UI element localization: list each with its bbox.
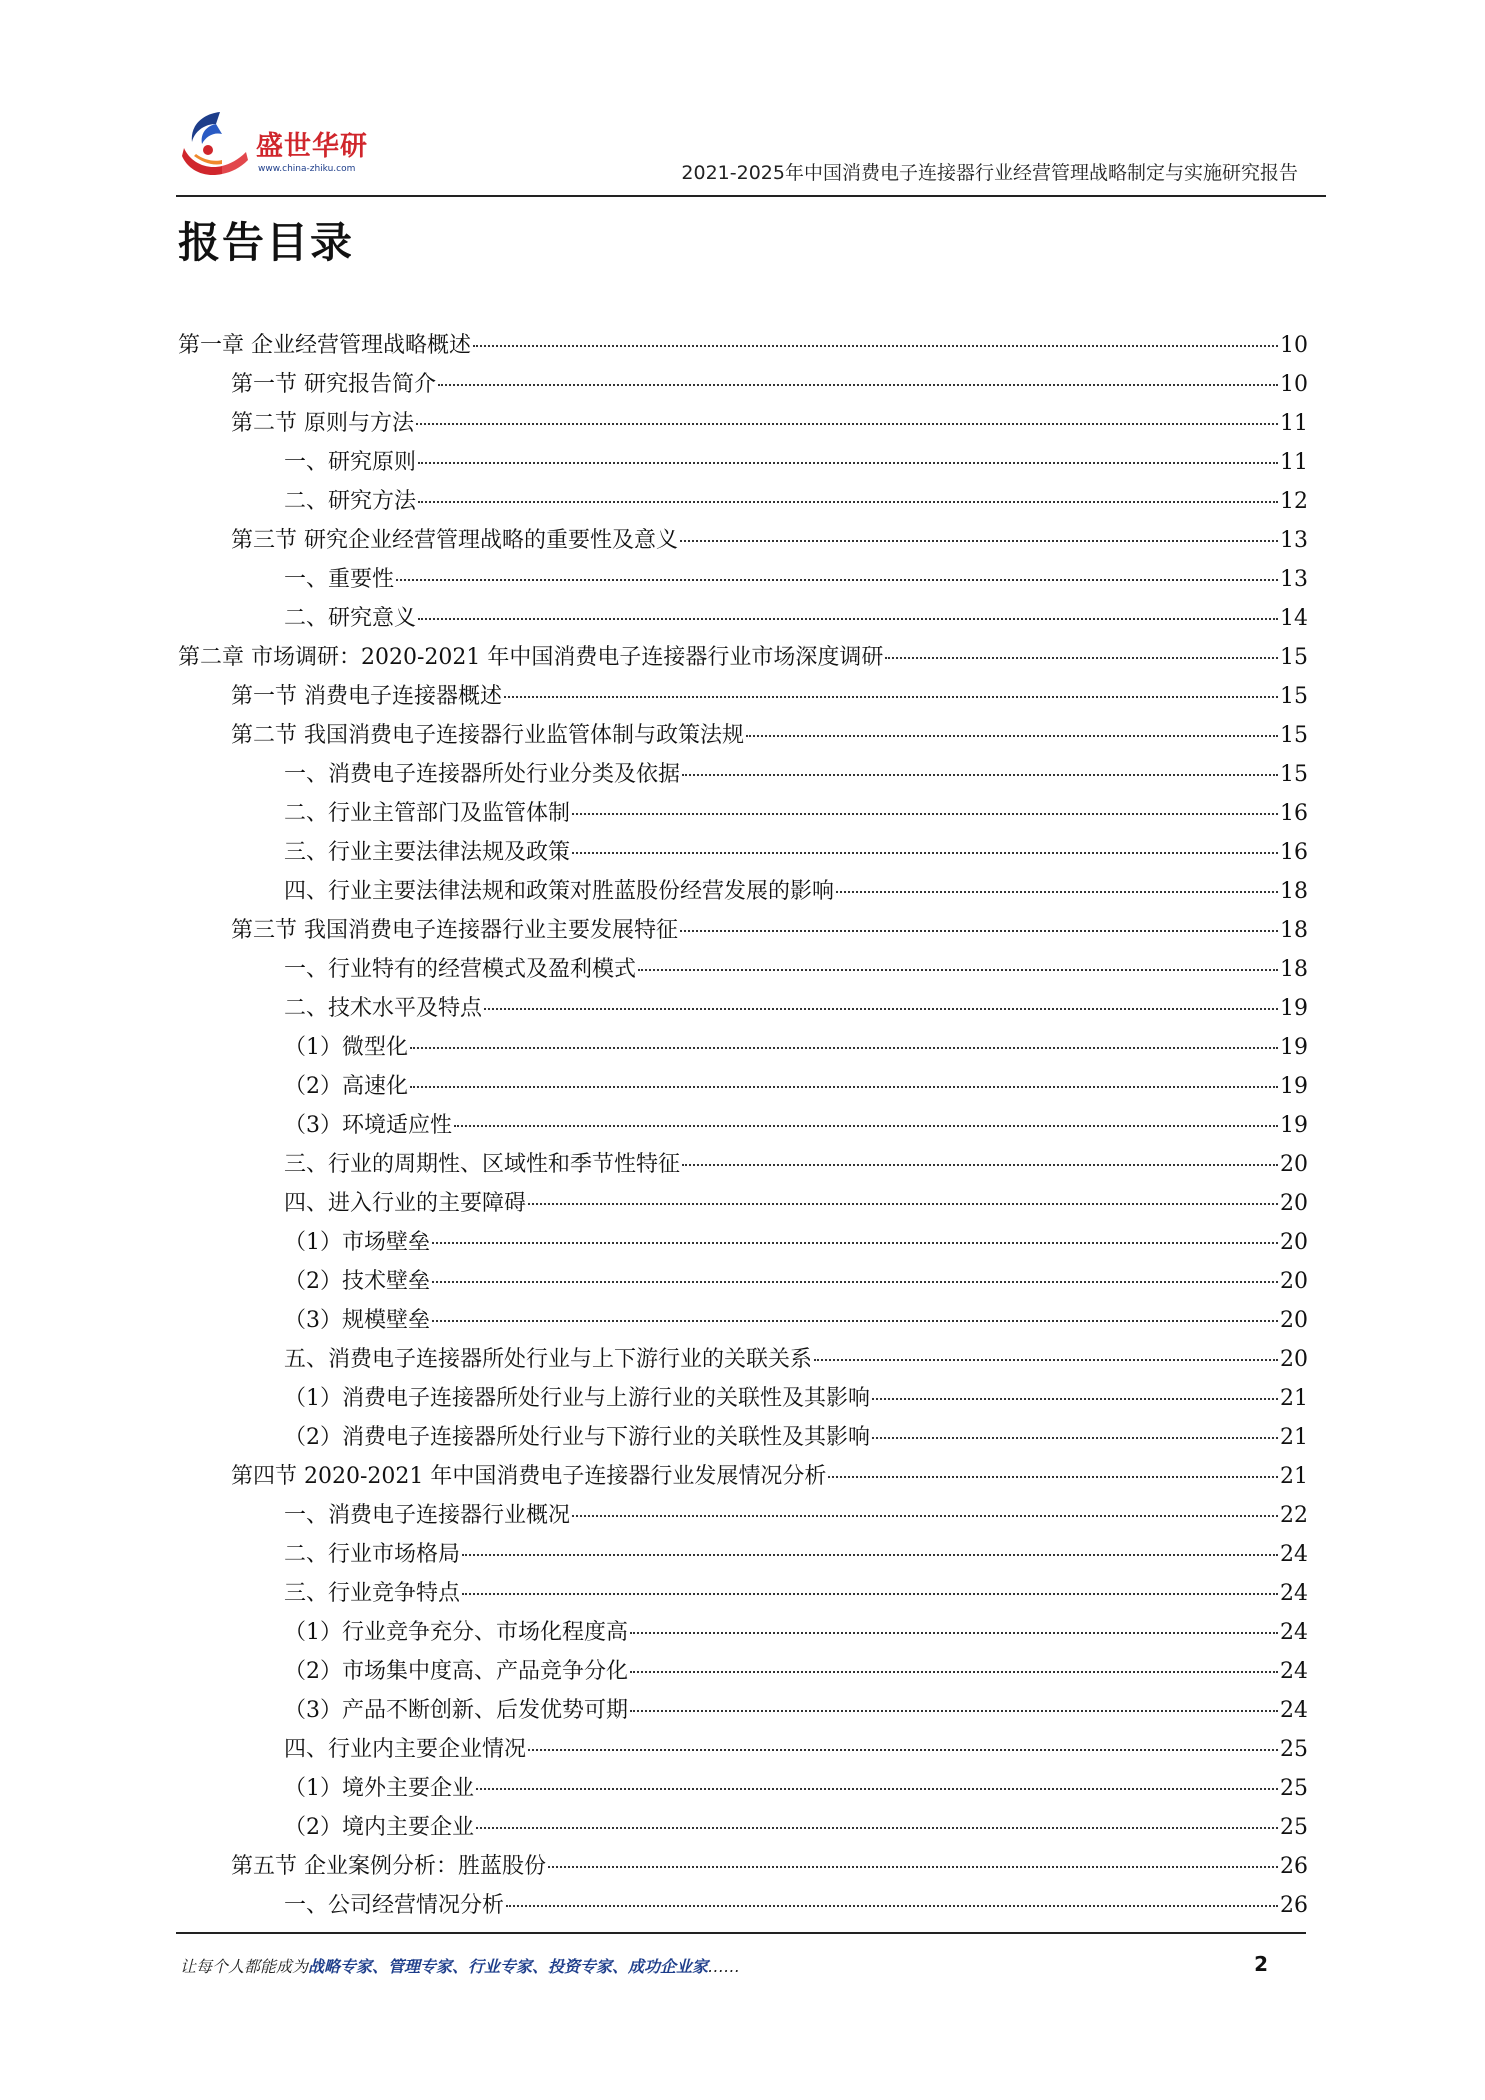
toc-entry-title: 五、消费电子连接器所处行业与上下游行业的关联关系 [284, 1347, 813, 1372]
toc-entry-page: 11 [1280, 450, 1308, 475]
toc-entry[interactable] [178, 872, 1308, 911]
toc-entry-title: 四、进入行业的主要障碍 [284, 1191, 527, 1216]
toc-dot-leader [454, 1125, 1278, 1127]
toc-entry-title: 四、行业主要法律法规和政策对胜蓝股份经营发展的影响 [284, 879, 835, 904]
toc-entry-page: 18 [1280, 918, 1308, 943]
toc-entry-title: （3）产品不断创新、后发优势可期 [284, 1698, 628, 1723]
toc-entry-title: （3）规模壁垒 [284, 1308, 430, 1333]
toc-entry-title: 一、消费电子连接器所处行业分类及依据 [284, 762, 681, 787]
toc-entry-page: 25 [1280, 1776, 1308, 1801]
toc-entry[interactable] [178, 1028, 1308, 1067]
toc-entry-title: （2）高速化 [284, 1074, 408, 1099]
toc-dot-leader [572, 813, 1278, 815]
toc-entry[interactable] [178, 443, 1308, 482]
toc-dot-leader [462, 1593, 1278, 1595]
toc-entry-title: 一、行业特有的经营模式及盈利模式 [284, 957, 637, 982]
toc-entry-page: 20 [1280, 1191, 1308, 1216]
toc-entry[interactable] [178, 326, 1308, 365]
toc-dot-leader [682, 774, 1278, 776]
toc-entry-title: （2）市场集中度高、产品竞争分化 [284, 1659, 628, 1684]
toc-entry[interactable] [178, 1730, 1308, 1769]
toc-entry-page: 13 [1280, 567, 1308, 592]
toc-dot-leader [476, 1827, 1278, 1829]
toc-entry[interactable] [178, 833, 1308, 872]
toc-entry[interactable] [178, 521, 1308, 560]
toc-entry-page: 15 [1280, 723, 1308, 748]
logo-name: 盛世华研 [256, 131, 368, 162]
toc-entry-title: 二、研究意义 [284, 606, 417, 631]
toc-entry-page: 16 [1280, 801, 1308, 826]
toc-entry[interactable] [178, 1418, 1308, 1457]
toc-entry-page: 18 [1280, 879, 1308, 904]
toc-entry-page: 19 [1280, 1074, 1308, 1099]
toc-dot-leader [638, 969, 1278, 971]
toc-entry[interactable] [178, 677, 1308, 716]
toc-entry-title: 第二节 原则与方法 [231, 411, 414, 436]
toc-dot-leader [680, 930, 1278, 932]
toc-entry-page: 25 [1280, 1737, 1308, 1762]
toc-dot-leader [438, 384, 1278, 386]
page-number: 2 [1254, 1952, 1268, 1976]
toc-entry[interactable] [178, 560, 1308, 599]
toc-entry[interactable] [178, 482, 1308, 521]
toc-entry-page: 21 [1280, 1386, 1308, 1411]
toc-dot-leader [872, 1398, 1278, 1400]
toc-entry-title: 四、行业内主要企业情况 [284, 1737, 527, 1762]
toc-entry-page: 26 [1280, 1854, 1308, 1879]
toc-entry-title: 第一章 企业经营管理战略概述 [178, 333, 471, 358]
toc-entry[interactable] [178, 794, 1308, 833]
toc-entry-page: 15 [1280, 762, 1308, 787]
toc-dot-leader [885, 657, 1278, 659]
footer-slogan [180, 1954, 740, 1977]
toc-dot-leader [432, 1320, 1278, 1322]
toc-entry[interactable] [178, 1457, 1308, 1496]
toc-entry[interactable] [178, 365, 1308, 404]
toc-dot-leader [418, 618, 1278, 620]
toc-entry-page: 20 [1280, 1152, 1308, 1177]
toc-dot-leader [630, 1710, 1278, 1712]
report-title: 2021-2025年中国消费电子连接器行业经营管理战略制定与实施研究报告 [681, 162, 1298, 184]
toc-entry[interactable] [178, 1301, 1308, 1340]
toc-entry-title: （1）消费电子连接器所处行业与上游行业的关联性及其影响 [284, 1386, 870, 1411]
toc-entry-page: 26 [1280, 1893, 1308, 1918]
toc-entry-page: 24 [1280, 1698, 1308, 1723]
toc-entry[interactable] [178, 1223, 1308, 1262]
toc-entry-title: （3）环境适应性 [284, 1113, 452, 1138]
toc-entry-title: 第一节 消费电子连接器概述 [231, 684, 502, 709]
toc-dot-leader [410, 1086, 1278, 1088]
toc-dot-leader [418, 462, 1278, 464]
toc-entry[interactable] [178, 638, 1308, 677]
toc-entry-title: 一、研究原则 [284, 450, 417, 475]
toc-entry-title: 二、行业市场格局 [284, 1542, 461, 1567]
toc-entry[interactable] [178, 716, 1308, 755]
toc-entry[interactable] [178, 1847, 1308, 1886]
toc-dot-leader [462, 1554, 1278, 1556]
toc-dot-leader [828, 1476, 1278, 1478]
toc-entry-title: 第一节 研究报告简介 [231, 372, 436, 397]
toc-dot-leader [416, 423, 1278, 425]
toc-entry-page: 15 [1280, 684, 1308, 709]
toc-entry-page: 16 [1280, 840, 1308, 865]
toc-dot-leader [432, 1242, 1278, 1244]
toc-entry-title: 二、技术水平及特点 [284, 996, 483, 1021]
toc-entry-page: 19 [1280, 996, 1308, 1021]
toc-entry-page: 24 [1280, 1581, 1308, 1606]
toc-dot-leader [572, 1515, 1278, 1517]
toc-entry-page: 24 [1280, 1659, 1308, 1684]
toc-entry-title: （2）消费电子连接器所处行业与下游行业的关联性及其影响 [284, 1425, 870, 1450]
toc-dot-leader [814, 1359, 1278, 1361]
toc-entry-title: 三、行业的周期性、区域性和季节性特征 [284, 1152, 681, 1177]
toc-entry[interactable] [178, 1496, 1308, 1535]
toc-dot-leader [682, 1164, 1278, 1166]
toc-dot-leader [836, 891, 1278, 893]
toc-dot-leader [680, 540, 1278, 542]
toc-entry-page: 15 [1280, 645, 1308, 670]
toc-entry-page: 20 [1280, 1230, 1308, 1255]
toc-entry[interactable] [178, 1340, 1308, 1379]
toc-dot-leader [548, 1866, 1278, 1868]
toc-dot-leader [746, 735, 1278, 737]
toc-entry-page: 12 [1280, 489, 1308, 514]
toc-dot-leader [473, 345, 1278, 347]
toc-entry-page: 20 [1280, 1269, 1308, 1294]
toc-dot-leader [528, 1749, 1278, 1751]
toc-entry-title: 第三节 研究企业经营管理战略的重要性及意义 [231, 528, 678, 553]
footer-slogan-highlight: 战略专家、管理专家、行业专家、投资专家、成功企业家 [308, 1957, 709, 1976]
toc-entry[interactable] [178, 1262, 1308, 1301]
toc-dot-leader [418, 501, 1278, 503]
toc-entry-page: 18 [1280, 957, 1308, 982]
toc-entry-title: （1）行业竞争充分、市场化程度高 [284, 1620, 628, 1645]
company-logo [176, 104, 436, 184]
toc-entry[interactable] [178, 1379, 1308, 1418]
toc-entry[interactable] [178, 1652, 1308, 1691]
toc-dot-leader [630, 1671, 1278, 1673]
footer-slogan-suffix: …… [708, 1957, 741, 1976]
toc-dot-leader [528, 1203, 1278, 1205]
toc-entry[interactable] [178, 755, 1308, 794]
page-footer [176, 1932, 1306, 1984]
toc-entry[interactable] [178, 599, 1308, 638]
footer-slogan-prefix: 让每个人都能成为 [180, 1957, 309, 1976]
logo-url: www.china-zhiku.com [258, 164, 356, 174]
toc-entry-page: 10 [1280, 372, 1308, 397]
toc-entry-title: 一、消费电子连接器行业概况 [284, 1503, 571, 1528]
toc-entry[interactable] [178, 1886, 1308, 1925]
toc-dot-leader [872, 1437, 1278, 1439]
toc-entry-title: （1）境外主要企业 [284, 1776, 474, 1801]
toc-entry[interactable] [178, 1145, 1308, 1184]
toc-entry-page: 13 [1280, 528, 1308, 553]
toc-dot-leader [504, 696, 1278, 698]
toc-entry-title: 三、行业主要法律法规及政策 [284, 840, 571, 865]
toc-entry[interactable] [178, 989, 1308, 1028]
toc-dot-leader [506, 1905, 1278, 1907]
toc-entry[interactable] [178, 1535, 1308, 1574]
toc-entry[interactable] [178, 1067, 1308, 1106]
toc-entry-title: （2）技术壁垒 [284, 1269, 430, 1294]
toc-dot-leader [396, 579, 1278, 581]
toc-entry-title: （1）微型化 [284, 1035, 408, 1060]
toc-entry-title: 三、行业竞争特点 [284, 1581, 461, 1606]
toc-dot-leader [410, 1047, 1278, 1049]
toc-entry[interactable] [178, 1613, 1308, 1652]
toc-entry[interactable] [178, 950, 1308, 989]
toc-entry-page: 21 [1280, 1464, 1308, 1489]
toc-entry-page: 22 [1280, 1503, 1308, 1528]
toc-dot-leader [432, 1281, 1278, 1283]
toc-entry-title: 二、研究方法 [284, 489, 417, 514]
toc-entry-title: 第二章 市场调研：2020-2021 年中国消费电子连接器行业市场深度调研 [178, 645, 884, 670]
toc-entry-page: 10 [1280, 333, 1308, 358]
toc-entry-title: 第二节 我国消费电子连接器行业监管体制与政策法规 [231, 723, 744, 748]
page-header [176, 100, 1326, 197]
toc-entry-title: 一、重要性 [284, 567, 395, 592]
toc-entry[interactable] [178, 1808, 1308, 1847]
toc-dot-leader [476, 1788, 1278, 1790]
toc-dot-leader [572, 852, 1278, 854]
toc-dot-leader [630, 1632, 1278, 1634]
toc-entry-page: 21 [1280, 1425, 1308, 1450]
toc-entry[interactable] [178, 1184, 1308, 1223]
toc-entry-page: 20 [1280, 1347, 1308, 1372]
toc-entry[interactable] [178, 1691, 1308, 1730]
logo-mark-icon [176, 104, 256, 184]
toc-entry[interactable] [178, 911, 1308, 950]
toc-entry-page: 19 [1280, 1035, 1308, 1060]
toc-entry-title: （2）境内主要企业 [284, 1815, 474, 1840]
toc-dot-leader [484, 1008, 1278, 1010]
toc-entry-page: 24 [1280, 1542, 1308, 1567]
toc-entry[interactable] [178, 1769, 1308, 1808]
toc-entry[interactable] [178, 1106, 1308, 1145]
toc-entry[interactable] [178, 1574, 1308, 1613]
table-of-contents [178, 326, 1308, 1925]
toc-entry-title: 第五节 企业案例分析：胜蓝股份 [231, 1854, 546, 1879]
toc-entry[interactable] [178, 404, 1308, 443]
toc-entry-page: 20 [1280, 1308, 1308, 1333]
toc-entry-title: 二、行业主管部门及监管体制 [284, 801, 571, 826]
page-title: 报告目录 [178, 218, 355, 267]
toc-entry-page: 25 [1280, 1815, 1308, 1840]
toc-entry-title: 第四节 2020-2021 年中国消费电子连接器行业发展情况分析 [231, 1464, 827, 1489]
toc-entry-page: 14 [1280, 606, 1308, 631]
toc-entry-page: 11 [1280, 411, 1308, 436]
toc-entry-title: 第三节 我国消费电子连接器行业主要发展特征 [231, 918, 678, 943]
toc-entry-page: 19 [1280, 1113, 1308, 1138]
toc-entry-page: 24 [1280, 1620, 1308, 1645]
toc-entry-title: 一、公司经营情况分析 [284, 1893, 505, 1918]
toc-entry-title: （1）市场壁垒 [284, 1230, 430, 1255]
